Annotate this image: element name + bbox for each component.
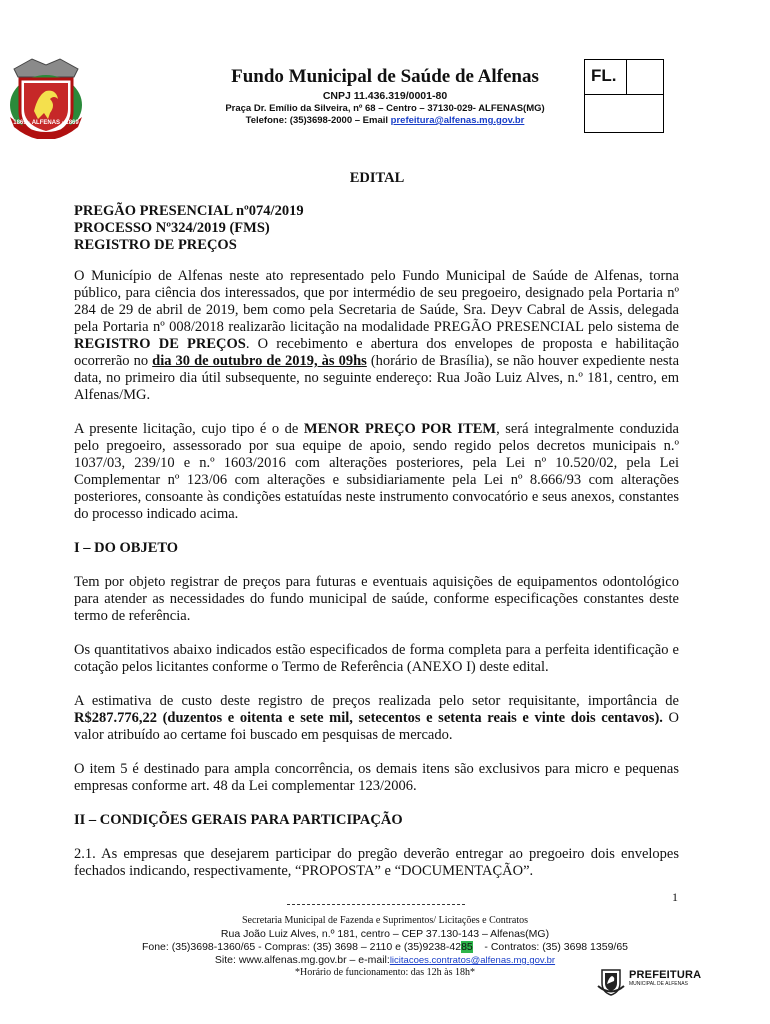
prefeitura-subtitle: MUNICIPAL DE ALFENAS bbox=[629, 981, 688, 987]
footer-email-link[interactable]: licitacoes.contratos@alfenas.mg.gov.br bbox=[389, 955, 556, 966]
folio-box bbox=[584, 59, 664, 133]
document-body bbox=[74, 268, 679, 880]
paragraph-intro: O Município de Alfenas neste ato representado pelo Fundo Municipal de Saúde de Alfenas, torna público, para ciência dos interessados, que por intermédio de seu pregoeiro, designado pela Portaria nº 284 de 29 de abril de 2019, bem como pela Secretaria de Saúde, Sra. Deyv Cabral de Assis, delegada pela Portaria nº 008/2018 realizarão licitação na modalidade PREGÃO PRESENCIAL pelo sistema de REGISTRO DE PREÇOS. O recebimento e abertura dos envelopes de proposta e habilitação ocorrerão no dia 30 de outubro de 2019, às 09hs (horário de Brasília), se não houver expediente nesta data, no primeiro dia útil subsequente, no seguinte endereço: Rua João Luiz Alves, n.º 181, centro, em Alfenas/MG. bbox=[74, 268, 680, 403]
phone-text: Telefone: (35)3698-2000 – Email bbox=[245, 115, 389, 126]
prefeitura-seal-icon bbox=[596, 966, 626, 996]
section-heading-objeto: I – DO OBJETO bbox=[74, 540, 179, 556]
pregao-number: PREGÃO PRESENCIAL nº074/2019 bbox=[74, 203, 304, 219]
paragraph-licitacao: A presente licitação, cujo tipo é o de MENOR PREÇO POR ITEM, será integralmente conduzida pelo pregoeiro, assessorado por sua equipe de apoio, sendo regido pelos decretos municipais n.º 1037/03, 239/10 e n.º 1603/2016 com alterações posteriores, pela Lei nº 10.520/02, pela Lei Complementar nº 123/06 com alterações e subsidiariamente pela Lei nº 8.666/93 com alterações posteriores, consoante às condições estatuídas neste instrumento convocatório e seus anexos, constantes do processo indicado acima. bbox=[74, 421, 679, 522]
paragraph-estimativa: A estimativa de custo deste registro de preços realizada pelo setor requisitante, importância de R$287.776,22 (duzentos e oitenta e sete mil, setecentos e setenta reais e vinte dois centavos). O valor atribuído ao certame foi buscado em pesquisas de mercado. bbox=[74, 693, 679, 743]
paragraph-item5: O item 5 é destinado para ampla concorrência, os demais itens são exclusivos para micro e pequenas empresas conforme art. 48 da Lei complementar 123/2006. bbox=[74, 761, 679, 794]
folio-label: FL. bbox=[591, 66, 617, 85]
address-line: Praça Dr. Emílio da Silveira, nº 68 – Centro – 37130-029- ALFENAS(MG) bbox=[225, 103, 545, 114]
municipal-seal-icon bbox=[4, 55, 88, 139]
section-heading-condicoes: II – CONDIÇÕES GERAIS PARA PARTICIPAÇÃO bbox=[74, 812, 403, 828]
institution-title: Fundo Municipal de Saúde de Alfenas bbox=[231, 66, 539, 87]
process-block bbox=[74, 203, 304, 254]
prefeitura-logo bbox=[596, 966, 702, 1000]
phone-line bbox=[150, 115, 620, 126]
footer-phones: Fone: (35)3698-1360/65 - Compras: (35) 3698 – 2110 e (35)9238-4285 - Contratos: (35) 3698 1359/65 bbox=[141, 941, 629, 953]
seal-banner-text: 1869 · ALFENAS · 1869 bbox=[13, 120, 79, 126]
header-email-link[interactable]: prefeitura@alfenas.mg.gov.br bbox=[390, 115, 525, 126]
paragraph-quantitativos: Os quantitativos abaixo indicados estão especificados de forma completa para a perfeita identificação e cotação pelos licitantes conforme o Termo de Referência (ANEXO I) deste edital. bbox=[74, 642, 679, 675]
processo-number: PROCESSO Nº324/2019 (FMS) bbox=[74, 220, 270, 236]
registro-label: REGISTRO DE PREÇOS bbox=[74, 237, 237, 253]
prefeitura-name: PREFEITURA bbox=[629, 969, 702, 981]
footer-site: Site: www.alfenas.mg.gov.br – e-mail:licitacoes.contratos@alfenas.mg.gov.br bbox=[214, 954, 556, 966]
footer-hours: *Horário de funcionamento: das 12h às 18h* bbox=[295, 967, 475, 978]
document-title: EDITAL bbox=[349, 170, 405, 186]
page-number: 1 bbox=[672, 890, 678, 904]
footer-divider bbox=[287, 904, 465, 905]
cnpj-line: CNPJ 11.436.319/0001-80 bbox=[322, 90, 448, 102]
footer-department: Secretaria Municipal de Fazenda e Suprimentos/ Licitações e Contratos bbox=[241, 915, 528, 926]
paragraph-objeto: Tem por objeto registrar de preços para futuras e eventuais aquisições de equipamentos odontológico para atender as necessidades do fundo municipal de saúde, conforme especificações constantes deste termo de referência. bbox=[74, 574, 679, 624]
paragraph-2-1: 2.1. As empresas que desejarem participar do pregão deverão entregar ao pregoeiro dois envelopes fechados indicando, respectivamente, “PROPOSTA” e “DOCUMENTAÇÃO”. bbox=[74, 846, 679, 879]
footer-address: Rua João Luiz Alves, n.º 181, centro – CEP 37.130-143 – Alfenas(MG) bbox=[220, 928, 550, 940]
